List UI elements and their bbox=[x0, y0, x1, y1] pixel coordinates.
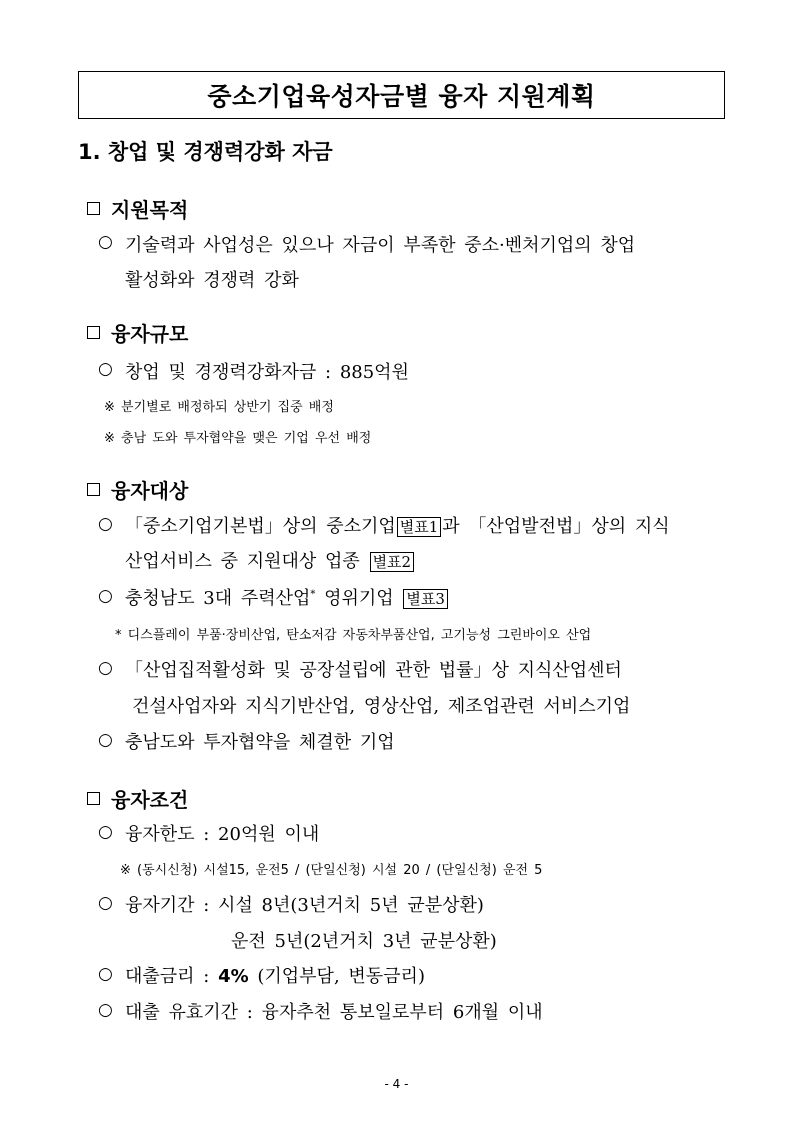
target-line-5: 건설사업자와 지식기반산업, 영상산업, 제조업관련 서비스기업 bbox=[132, 696, 631, 717]
circle-bullet-icon: ○ bbox=[98, 964, 113, 984]
target-section-header bbox=[87, 475, 188, 504]
checkbox-square-icon bbox=[87, 792, 100, 805]
target-line-2-text: 산업서비스 중 지원대상 업종 bbox=[125, 551, 360, 572]
target-line-3 bbox=[125, 584, 449, 610]
circle-bullet-icon: ○ bbox=[98, 658, 113, 678]
interest-rate-detail: (기업부담, 변동금리) bbox=[257, 966, 425, 987]
document-title: 중소기업육성자금별 융자 지원계획 bbox=[78, 71, 725, 119]
terms-note: ※ (동시신청) 시설15, 운전5 / (단일신청) 시설 20 / (단일신청) 운전 5 bbox=[120, 863, 543, 878]
purpose-line-1: 기술력과 사업성은 있으나 자금이 부족한 중소·벤처기업의 창업 bbox=[125, 235, 636, 256]
target-line-1 bbox=[125, 512, 670, 538]
footnote-marker: * bbox=[310, 589, 316, 600]
circle-bullet-icon: ○ bbox=[98, 730, 113, 750]
interest-rate-label: 대출금리 : bbox=[125, 966, 210, 987]
purpose-label: 지원목적 bbox=[111, 198, 189, 222]
circle-bullet-icon: ○ bbox=[98, 1000, 113, 1020]
annex-3-ref: 별표3 bbox=[403, 589, 448, 609]
target-footnote: * 디스플레이 부품·장비산업, 탄소저감 자동차부품산업, 고기능성 그린바이오 산업 bbox=[115, 628, 592, 643]
scale-section-header bbox=[87, 318, 188, 347]
checkbox-square-icon bbox=[87, 326, 100, 339]
purpose-line-2: 활성화와 경쟁력 강화 bbox=[125, 270, 299, 291]
target-line-1-text-b: 과 「산업발전법」상의 지식 bbox=[442, 516, 670, 537]
target-line-2 bbox=[125, 547, 415, 573]
terms-line-2: 융자기간 : 시설 8년(3년거치 5년 균분상환) bbox=[125, 895, 484, 916]
target-line-1-text-a: 「중소기업기본법」상의 중소기업 bbox=[125, 516, 396, 537]
scale-note-2: ※ 충남 도와 투자협약을 맺은 기업 우선 배정 bbox=[104, 431, 372, 446]
scale-note-1: ※ 분기별로 배정하되 상반기 집중 배정 bbox=[104, 400, 334, 415]
annex-2-ref: 별표2 bbox=[370, 552, 415, 572]
target-line-3-text-a: 충청남도 3대 주력산업 bbox=[125, 588, 311, 609]
circle-bullet-icon: ○ bbox=[98, 822, 113, 842]
circle-bullet-icon: ○ bbox=[98, 586, 113, 606]
section-heading: 1. 창업 및 경쟁력강화 자금 bbox=[78, 140, 333, 164]
terms-line-1: 융자한도 : 20억원 이내 bbox=[125, 824, 320, 845]
circle-bullet-icon: ○ bbox=[98, 232, 113, 252]
terms-line-4 bbox=[125, 962, 425, 988]
scale-line-1: 창업 및 경쟁력강화자금 : 885억원 bbox=[125, 362, 409, 383]
checkbox-square-icon bbox=[87, 202, 100, 215]
target-label: 융자대상 bbox=[111, 479, 189, 503]
circle-bullet-icon: ○ bbox=[98, 514, 113, 534]
annex-1-ref: 별표1 bbox=[397, 517, 442, 537]
target-line-3-text-b: 영위기업 bbox=[324, 588, 394, 609]
purpose-section-header bbox=[87, 194, 188, 223]
target-line-6: 충남도와 투자협약을 체결한 기업 bbox=[125, 732, 395, 753]
circle-bullet-icon: ○ bbox=[98, 893, 113, 913]
checkbox-square-icon bbox=[87, 483, 100, 496]
terms-line-5: 대출 유효기간 : 융자추천 통보일로부터 6개월 이내 bbox=[125, 1002, 543, 1023]
target-line-4: 「산업집적활성화 및 공장설립에 관한 법률」상 지식산업센터 bbox=[125, 660, 622, 681]
terms-label: 융자조건 bbox=[111, 788, 189, 812]
interest-rate-value: 4% bbox=[218, 966, 249, 987]
page-number: - 4 - bbox=[384, 1077, 409, 1091]
terms-section-header bbox=[87, 784, 188, 813]
scale-label: 융자규모 bbox=[111, 322, 189, 346]
circle-bullet-icon: ○ bbox=[98, 359, 113, 379]
terms-line-3: 운전 5년(2년거치 3년 균분상환) bbox=[231, 931, 497, 952]
